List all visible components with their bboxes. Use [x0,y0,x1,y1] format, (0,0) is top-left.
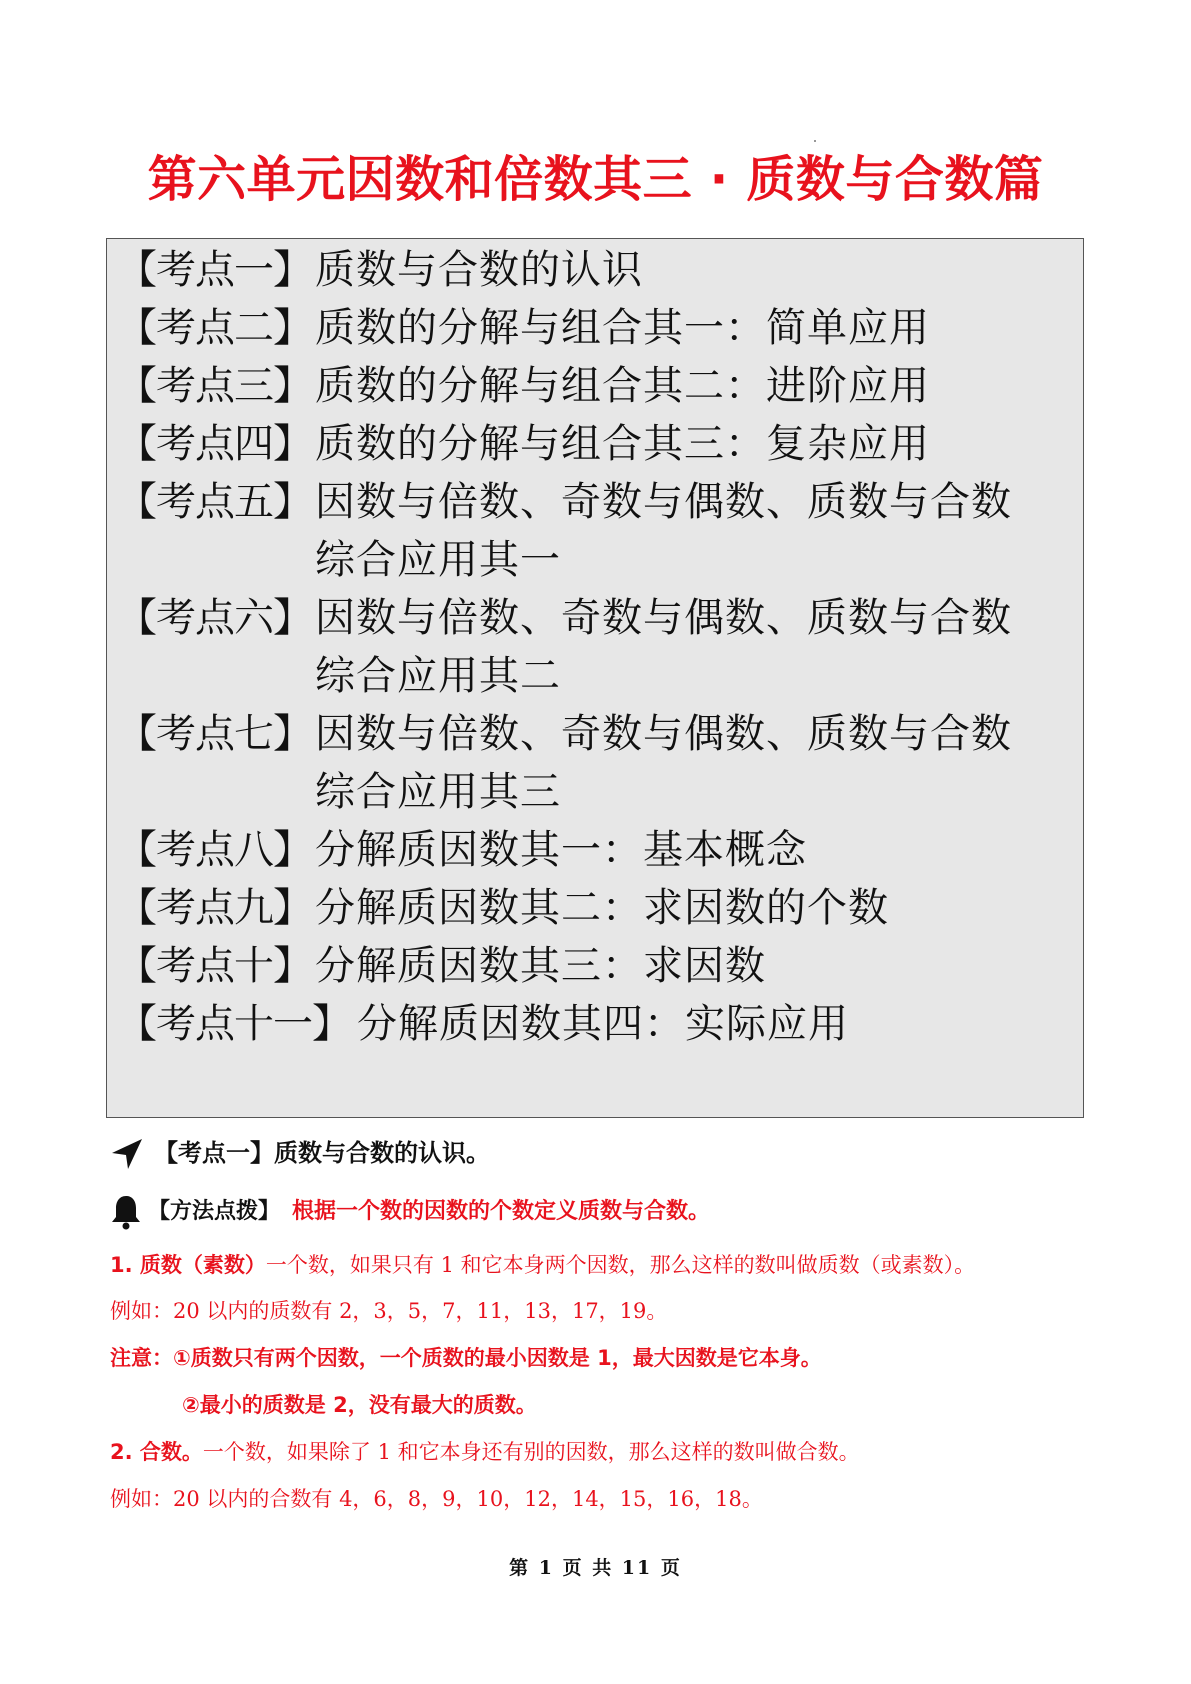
content-line-1 [110,1248,975,1282]
toc-item-7 [117,703,1012,765]
toc-item-6-cont: 综合应用其二 [315,653,561,699]
toc-key: 【考点四】 [117,421,312,467]
toc-key: 【考点六】 [117,595,312,641]
method-label: 【方法点拨】 [148,1199,281,1224]
toc-item-5 [117,471,1012,533]
composite-definition-text: 一个数，如果除了 1 和它本身还有别的因数，那么这样的数叫做合数。 [202,1440,860,1464]
toc-text: 因数与倍数、奇数与偶数、质数与合数 [315,479,1012,525]
content-line-6: 例如：20 以内的合数有 4，6，8，9，10，12，14，15，16，18。 [110,1487,763,1511]
content-line-4 [182,1388,537,1422]
toc-item-7-cont: 综合应用其三 [315,769,561,815]
toc-key: 【考点八】 [117,827,312,873]
toc-key: 【考点十一】 [117,1001,351,1047]
note-1: 注意：①质数只有两个因数，一个质数的最小因数是 1，最大因数是它本身。 [110,1346,822,1370]
toc-key: 【考点十】 [117,943,312,989]
toc-text: 分解质因数其四：实际应用 [357,1001,849,1047]
toc-text: 质数的分解与组合其三：复杂应用 [315,421,930,467]
toc-item-1 [117,239,643,301]
toc-key: 【考点九】 [117,885,312,931]
toc-item-4 [117,413,930,475]
toc-item-2 [117,297,930,359]
content-line-3 [110,1341,822,1375]
toc-item-10 [117,935,766,997]
page-footer: 第 1 页 共 11 页 [509,1557,682,1579]
toc-item-6 [117,587,1012,649]
toc-box [106,238,1084,1118]
toc-text: 因数与倍数、奇数与偶数、质数与合数 [315,595,1012,641]
toc-item-11 [117,993,849,1055]
toc-key: 【考点三】 [117,363,312,409]
toc-key: 【考点二】 [117,305,312,351]
toc-text: 分解质因数其一：基本概念 [315,827,807,873]
speck [814,140,816,142]
toc-text: 质数的分解与组合其二：进阶应用 [315,363,930,409]
note-2: ②最小的质数是 2，没有最大的质数。 [182,1393,537,1417]
toc-text: 因数与倍数、奇数与偶数、质数与合数 [315,711,1012,757]
toc-text: 质数的分解与组合其一：简单应用 [315,305,930,351]
toc-text: 分解质因数其二：求因数的个数 [315,885,889,931]
navigation-arrow-icon [110,1137,144,1171]
toc-item-9 [117,877,889,939]
section-heading-text: 【考点一】质数与合数的认识。 [154,1139,490,1167]
prime-definition-text: 一个数，如果只有 1 和它本身两个因数，那么这样的数叫做质数（或素数）。 [265,1253,976,1277]
bell-icon [110,1194,142,1230]
method-text: 根据一个数的因数的个数定义质数与合数。 [292,1199,711,1224]
toc-item-3 [117,355,930,417]
toc-item-8 [117,819,807,881]
prime-definition-term: 1. 质数（素数） [110,1253,266,1277]
toc-key: 【考点七】 [117,711,312,757]
toc-text: 质数与合数的认识 [315,247,643,293]
page-title: 第六单元因数和倍数其三 · 质数与合数篇 [147,151,1044,208]
content-line-5 [110,1435,860,1469]
content-line-2: 例如：20 以内的质数有 2，3，5，7，11，13，17，19。 [110,1299,668,1323]
toc-key: 【考点一】 [117,247,312,293]
toc-text: 分解质因数其三：求因数 [315,943,766,989]
composite-definition-term: 2. 合数。 [110,1440,203,1464]
toc-item-5-cont: 综合应用其一 [315,537,561,583]
toc-key: 【考点五】 [117,479,312,525]
